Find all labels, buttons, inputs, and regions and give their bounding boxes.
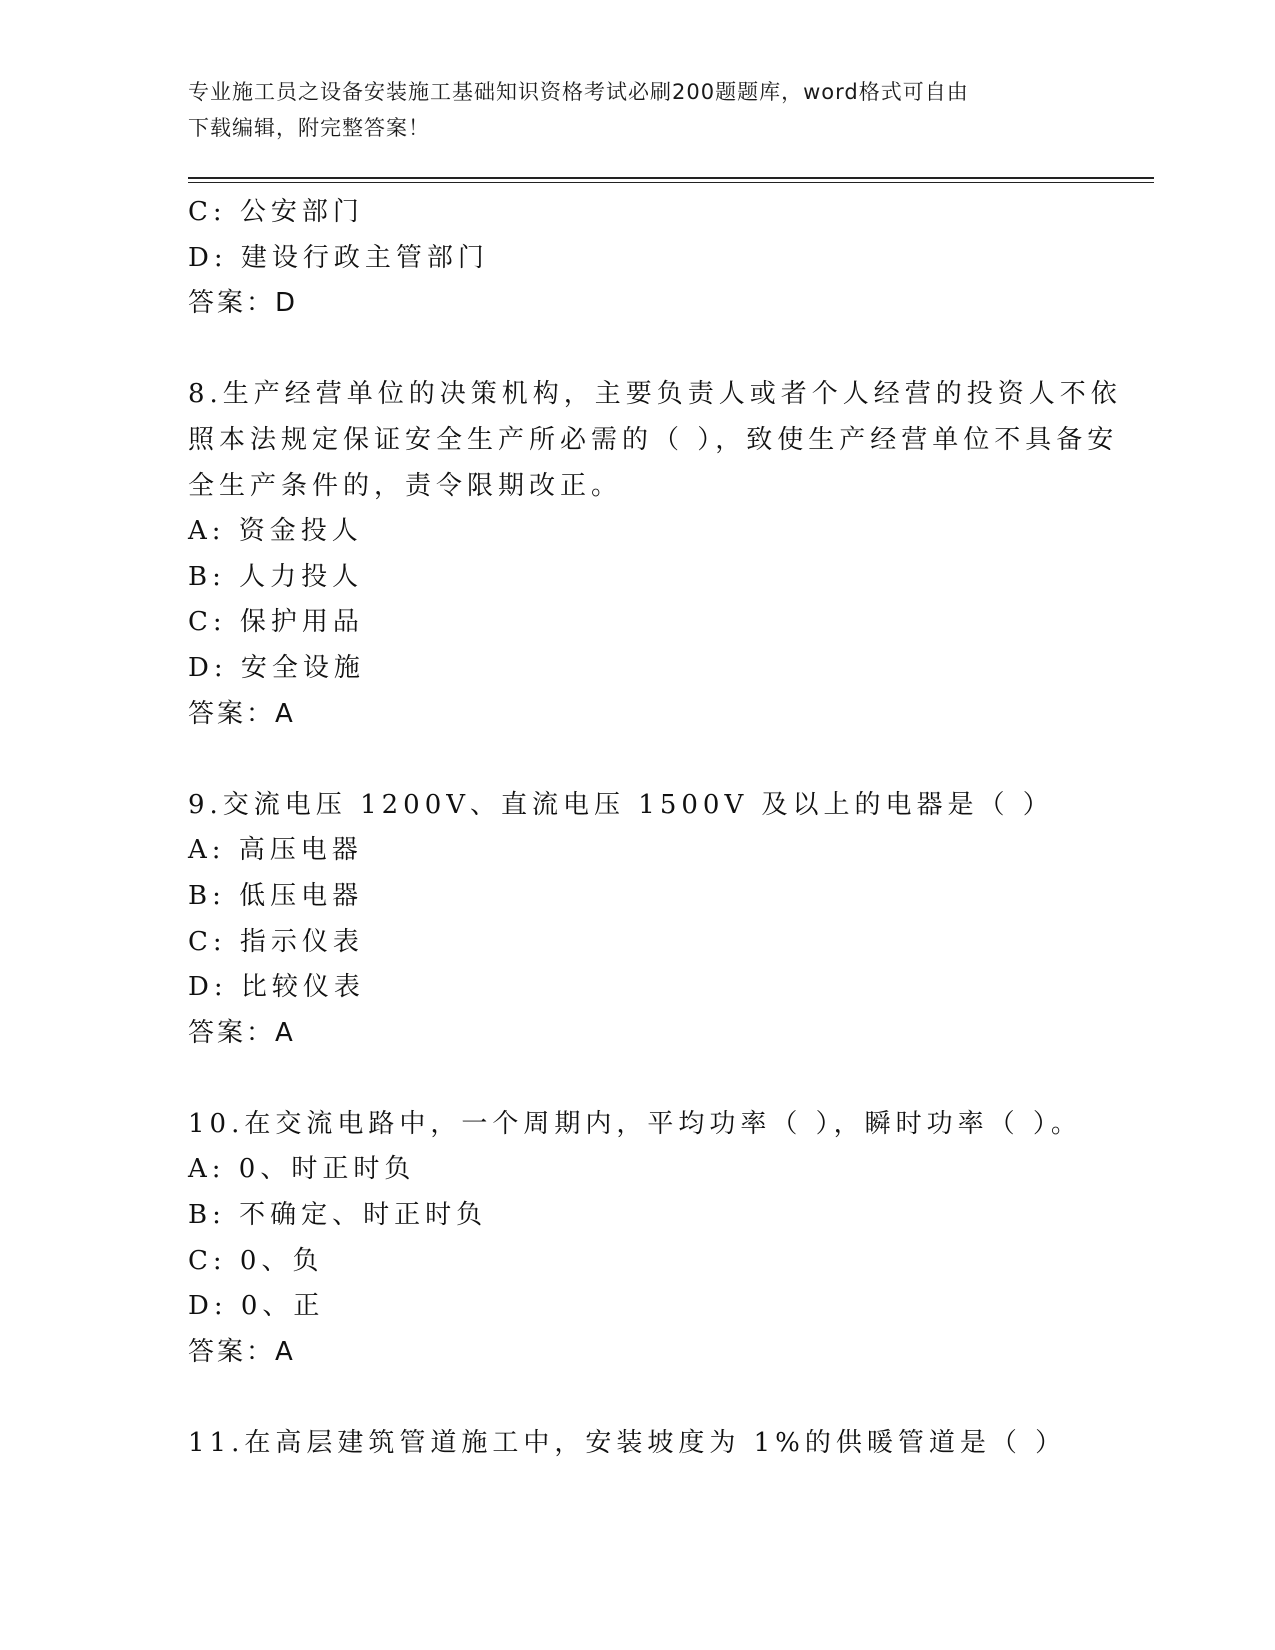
spacer [188, 1375, 1088, 1421]
header-title-line-2: 下载编辑，附完整答案！ [188, 116, 430, 140]
option-c: C: 保护用品 [188, 607, 364, 638]
option-b: B: 低压电器 [188, 880, 364, 911]
option-b: B: 人力投人 [188, 561, 364, 592]
question-11 [188, 1421, 1088, 1467]
option-a: A: 0、时正时负 [188, 1154, 416, 1185]
question-8 [188, 372, 1122, 737]
answer-line: 答案：A [188, 1017, 296, 1048]
option-c: C: 指示仪表 [188, 926, 364, 957]
header-title-line-1: 专业施工员之设备安装施工基础知识资格考试必刷200题题库，word格式可自由 [188, 80, 969, 104]
option-c: C: 0、负 [188, 1245, 324, 1276]
question-stem: 11.在高层建筑管道施工中，安装坡度为 1%的供暖管道是（ ） [188, 1428, 1067, 1459]
answer-line: 答案：A [188, 1336, 296, 1367]
option-c: C: 公安部门 [188, 197, 364, 227]
spacer [188, 737, 1088, 783]
option-a: A: 高压电器 [188, 835, 363, 866]
option-d: D: 安全设施 [188, 652, 365, 683]
spacer [188, 1056, 1088, 1102]
question-9 [188, 783, 1088, 1057]
option-a: A: 资金投人 [188, 516, 363, 547]
question-stem: 10.在交流电路中，一个周期内，平均功率（ ），瞬时功率（ ）。 [188, 1108, 1082, 1139]
question-stem-line-1: 8.生产经营单位的决策机构，主要负责人或者个人经营的投资人不依 [188, 379, 1122, 410]
option-d: D: 0、正 [188, 1291, 325, 1322]
document-header [188, 74, 1088, 146]
question-7-tail [188, 190, 1088, 327]
question-10 [188, 1102, 1088, 1376]
answer-line: 答案：D [188, 288, 299, 319]
header-divider-thin [188, 182, 1154, 183]
option-d: D: 建设行政主管部门 [188, 242, 489, 273]
question-stem-line-3: 全生产条件的，责令限期改正。 [188, 470, 623, 501]
option-d: D: 比较仪表 [188, 972, 365, 1003]
answer-line: 答案：A [188, 698, 296, 729]
option-b: B: 不确定、时正时负 [188, 1200, 488, 1231]
question-list [188, 190, 1122, 1467]
question-stem: 9.交流电压 1200V、直流电压 1500V 及以上的电器是（ ） [188, 789, 1054, 820]
header-divider-thick [188, 177, 1154, 179]
spacer [188, 327, 1088, 373]
question-stem-line-2: 照本法规定保证安全生产所必需的（ ），致使生产经营单位不具备安 [188, 424, 1119, 455]
